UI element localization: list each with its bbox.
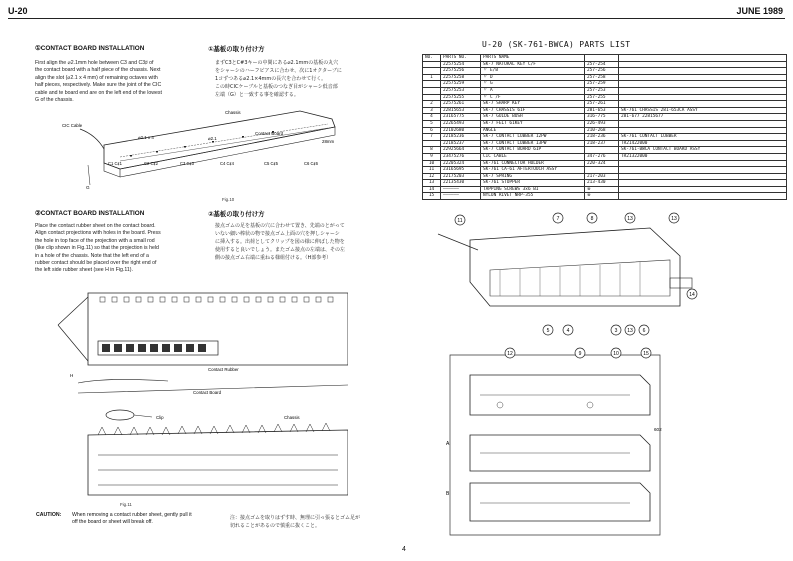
caution-note <box>36 512 197 527</box>
key-label-c2: C2 C♯2 <box>144 161 158 166</box>
table-cell: CIC CABLE <box>481 153 585 160</box>
table-cell <box>619 61 787 68</box>
table-cell: 6 <box>423 127 441 134</box>
fig10-caption: Fig.10 <box>222 197 235 202</box>
table-cell: 22175203 <box>441 173 481 180</box>
table-cell: 22815653 <box>441 107 481 114</box>
table-cell: 12 <box>423 173 441 180</box>
callout-number: 12 <box>507 350 513 357</box>
assembly-diagram-top <box>430 210 710 350</box>
table-row <box>423 81 787 88</box>
table-cell: TAPPING SCREWS 3x6 BI <box>481 186 585 193</box>
table-cell: 〃 A <box>481 87 585 94</box>
table-cell: 257-254 <box>585 61 619 68</box>
table-cell <box>619 180 787 187</box>
table-cell: 〃 E/B <box>481 68 585 75</box>
table-row <box>423 101 787 108</box>
table-cell: 14 <box>423 186 441 193</box>
table-cell: SK-7 CONTACT BOARD 61P <box>481 147 585 154</box>
table-cell: 22135430 <box>441 180 481 187</box>
table-cell <box>619 94 787 101</box>
table-cell <box>619 127 787 134</box>
table-cell <box>619 81 787 88</box>
table-cell: 257-261 <box>585 101 619 108</box>
section1-heading-jp: ①基板の取り付け方 <box>208 45 265 53</box>
table-row <box>423 167 787 174</box>
table-cell: SK-7 SHARP KEY <box>481 101 585 108</box>
contact-rubber-label: Contact Rubber <box>208 367 239 372</box>
table-cell: 23165695 <box>441 167 481 174</box>
dim-21-label: ⌀2.1 <box>208 136 217 141</box>
table-cell: TR21422000 <box>619 140 787 147</box>
table-cell: 9 <box>423 153 441 160</box>
section1-text-jp: まずC3とC#3キーの中間にある⌀2.1mmの基板の丸穴 をシャーシのハーフピアスに合わせ、次に1オクターブに 1コずつある⌀2.1×4mmの長穴を合わせて行く。 この時CICケーブルと基板のつなぎ目がシャーシ低音部 左端（G）と一致する事を確認する。 <box>215 60 342 98</box>
table-cell: 23165775 <box>441 114 481 121</box>
parts-list-title: U-20 (SK-761-BWCA) PARTS LIST <box>482 40 631 49</box>
table-cell: SK-761 CA-61 AFTERTOUCH ASSY <box>481 167 585 174</box>
table-cell: 22575261 <box>441 101 481 108</box>
table-cell <box>619 120 787 127</box>
callout-number: 9 <box>578 350 582 357</box>
table-cell: 13 <box>423 180 441 187</box>
table-row <box>423 140 787 147</box>
section2-text-jp: 接点ゴムの足を基板の穴に合わせて置き、先端のとがって いない細い棒状の物で接点ゴム上面の穴を押しシャーシ に挿入する。出荷としてクリップを図の様に伸ばした物を 使用すると良いでしょう。またゴム接点の左端は、その左 側の接点ゴム右端に重ねる様組付ける。（H部参考） <box>215 223 346 261</box>
callout-number: 13 <box>627 215 633 222</box>
table-cell <box>585 147 619 154</box>
table-cell: 22575258 <box>441 74 481 81</box>
cic-cable-label: CIC Cable <box>62 123 83 128</box>
table-row <box>423 153 787 160</box>
table-cell: 257-258 <box>585 74 619 81</box>
table-cell: 3 <box>423 107 441 114</box>
table-cell: 257-255 <box>585 94 619 101</box>
table-cell: SK-7 CONTACT LUBBER 13PW <box>481 140 585 147</box>
table-cell: NYLON RIVET NRP-355 <box>481 193 585 200</box>
table-cell: 22575255 <box>441 94 481 101</box>
table-cell: 217-203 <box>585 173 619 180</box>
table-row <box>423 68 787 75</box>
table-cell: ※ <box>585 186 619 193</box>
table-cell: 22575259 <box>441 81 481 88</box>
contact-board-label-fig10: Contact Board <box>255 131 284 136</box>
model-header: U-20 <box>8 6 28 16</box>
table-cell <box>423 140 441 147</box>
table-cell: SK-7 FELT 61KEY <box>481 120 585 127</box>
parts-table <box>422 54 787 200</box>
table-cell: SK-761 CONTACT LUBBER <box>619 134 787 141</box>
dim-28-label: 28mm <box>322 139 335 144</box>
table-row <box>423 94 787 101</box>
table-cell <box>619 186 787 193</box>
date-header: JUNE 1989 <box>736 6 783 16</box>
table-cell: SK-761 CHASSIS 281-653CA ASSY <box>619 107 787 114</box>
callout-number: 6 <box>642 327 646 334</box>
table-row <box>423 193 787 200</box>
section2-heading-jp: ②基板の取り付け方 <box>208 210 265 218</box>
chassis-label-fig10: Chassis <box>225 110 241 115</box>
section1-heading-en: ①CONTACT BOARD INSTALLATION <box>35 45 145 52</box>
callout-number: 14 <box>689 291 695 298</box>
table-cell: 257-253 <box>585 87 619 94</box>
caution-label: CAUTION: <box>36 512 62 518</box>
dim-21x4-label: ⌀2.1 x 4 <box>138 135 154 140</box>
table-cell: 8 <box>423 147 441 154</box>
table-cell: SK-7 CONTACT LUBBER 12PW <box>481 134 585 141</box>
table-cell: SK-761 STOPPER <box>481 180 585 187</box>
table-cell: 22575253 <box>441 87 481 94</box>
caution-text: When removing a contact rubber sheet, gently pull it off the board or sheet will break off. <box>72 512 192 526</box>
section2-heading-en: ②CONTACT BOARD INSTALLATION <box>35 210 145 217</box>
section2-text-en: Place the contact rubber sheet on the contact board. Align contact projections with holes in the board. Press the hole in top face of the projection with a small rod (like clip shown in Fig.11) so that the projection is held in a hole of the chassis. Note that the left end of a rubber contact should be placed over the right end of the left side rubber sheet (see H in Fig.11). <box>35 223 161 274</box>
key-label-c6: C6 C♯6 <box>304 161 318 166</box>
figure-11 <box>48 285 348 505</box>
table-row <box>423 134 787 141</box>
table-cell <box>423 81 441 88</box>
table-cell: ―――――― <box>441 186 481 193</box>
table-row <box>423 147 787 154</box>
table-cell <box>619 173 787 180</box>
table-cell: 15 <box>423 193 441 200</box>
callout-number: 13 <box>627 327 633 334</box>
table-cell: 4 <box>423 114 441 121</box>
table-cell <box>619 160 787 167</box>
table-cell: 22185236 <box>441 134 481 141</box>
table-cell: 10 <box>423 160 441 167</box>
table-cell: SK-7 NATURAL KEY C/F <box>481 61 585 68</box>
callout-number: 11 <box>457 217 463 224</box>
table-cell: ※ <box>585 193 619 200</box>
table-cell: 22265493 <box>441 120 481 127</box>
table-cell <box>423 61 441 68</box>
table-cell: 〃 G <box>481 81 585 88</box>
key-label-c3: C3 C♯3 <box>180 161 194 166</box>
callout-number: 13 <box>671 215 677 222</box>
table-row <box>423 114 787 121</box>
table-cell <box>585 167 619 174</box>
table-cell: 257-259 <box>585 81 619 88</box>
label-602: 602 <box>654 427 662 432</box>
label-a: A <box>446 441 450 447</box>
assembly-diagram-bottom <box>440 345 680 545</box>
section1-text-en: First align the ⌀2.1mm hole between C3 and C3♯ of the contact board with a half piece of the chassis. Next align the slot (⌀2.1 x 4 mm) of remaining octaves with half pieces, respectively. Make sure the joint of the CIC cable and te board end are on the left end of the lowest G of the chassis. <box>35 60 162 104</box>
table-cell: 213-430 <box>585 180 619 187</box>
table-cell <box>619 101 787 108</box>
table-row <box>423 127 787 134</box>
g-label: G <box>86 185 90 190</box>
table-row <box>423 61 787 68</box>
table-cell: SK-761-BWCA CONTACT BOARD ASSY <box>619 147 787 154</box>
table-cell: 218-237 <box>585 140 619 147</box>
table-cell: 22575254 <box>441 61 481 68</box>
table-cell: 316-775 <box>585 114 619 121</box>
table-cell: 22102680 <box>441 127 481 134</box>
callout-number: 3 <box>614 327 618 334</box>
table-row <box>423 120 787 127</box>
table-row <box>423 107 787 114</box>
table-cell: SK-7 SPRING <box>481 173 585 180</box>
table-cell: 7 <box>423 134 441 141</box>
table-cell <box>423 87 441 94</box>
h-label: H <box>70 373 74 378</box>
table-cell: 1 <box>423 74 441 81</box>
table-cell: 5 <box>423 120 441 127</box>
clip-label: Clip <box>156 415 164 420</box>
table-cell <box>619 193 787 200</box>
header-rule <box>8 18 785 19</box>
contact-board-label-fig11: Contact Board <box>193 390 222 395</box>
table-row <box>423 87 787 94</box>
table-cell: 〃 D <box>481 74 585 81</box>
table-cell: 22205324 <box>441 160 481 167</box>
table-row <box>423 173 787 180</box>
caution-text-jp: 注：接点ゴムを取りはずす時、無理に引っ張るとゴム足が 切れることがあるので慎重に抜くこと。 <box>230 515 361 529</box>
table-cell: 22185237 <box>441 140 481 147</box>
table-cell: 281-677 22815677 <box>619 114 787 121</box>
table-cell: ANGLE <box>481 127 585 134</box>
table-cell: 23475276 <box>441 153 481 160</box>
table-row <box>423 186 787 193</box>
label-b: B <box>446 491 450 497</box>
table-cell: 218-236 <box>585 134 619 141</box>
callout-number: 8 <box>590 215 594 222</box>
table-cell: TR21322000 <box>619 153 787 160</box>
table-row <box>423 180 787 187</box>
table-row <box>423 160 787 167</box>
table-row <box>423 74 787 81</box>
table-cell <box>619 87 787 94</box>
table-cell: 11 <box>423 167 441 174</box>
chassis-label-fig11: Chassis <box>284 415 300 420</box>
table-cell <box>619 68 787 75</box>
table-cell <box>619 74 787 81</box>
table-cell: ―――――― <box>441 193 481 200</box>
callout-number: 15 <box>643 350 649 357</box>
table-cell: SK-761 CONNECTOR HOLDER <box>481 160 585 167</box>
callout-number: 4 <box>566 327 570 334</box>
table-cell: 226-493 <box>585 120 619 127</box>
table-cell: 〃 C /F <box>481 94 585 101</box>
table-cell: SK-7 GUIDE BUSH <box>481 114 585 121</box>
table-cell: 210-268 <box>585 127 619 134</box>
fig11-caption: Fig.11 <box>120 502 132 507</box>
table-cell <box>423 94 441 101</box>
table-cell <box>423 68 441 75</box>
parts-table-header: NO. PARTS NO. PARTS NAME <box>423 55 787 62</box>
table-cell: 22925664 <box>441 147 481 154</box>
callout-number: 5 <box>546 327 550 334</box>
table-cell: 220-324 <box>585 160 619 167</box>
table-cell: 347-276 <box>585 153 619 160</box>
table-cell: 2 <box>423 101 441 108</box>
page-number: 4 <box>402 546 406 553</box>
callout-number: 7 <box>556 215 560 222</box>
table-cell: 281-653 <box>585 107 619 114</box>
table-cell <box>619 167 787 174</box>
table-cell: 22575256 <box>441 68 481 75</box>
callout-number: 10 <box>613 350 619 357</box>
table-cell: 257-256 <box>585 68 619 75</box>
table-cell: SK-7 CHASSIS 61F <box>481 107 585 114</box>
key-label-c5: C5 C♯5 <box>264 161 278 166</box>
key-label-c1: C1 C♯1 <box>108 161 122 166</box>
key-label-c4: C4 C♯4 <box>220 161 234 166</box>
figure-10 <box>60 105 375 195</box>
